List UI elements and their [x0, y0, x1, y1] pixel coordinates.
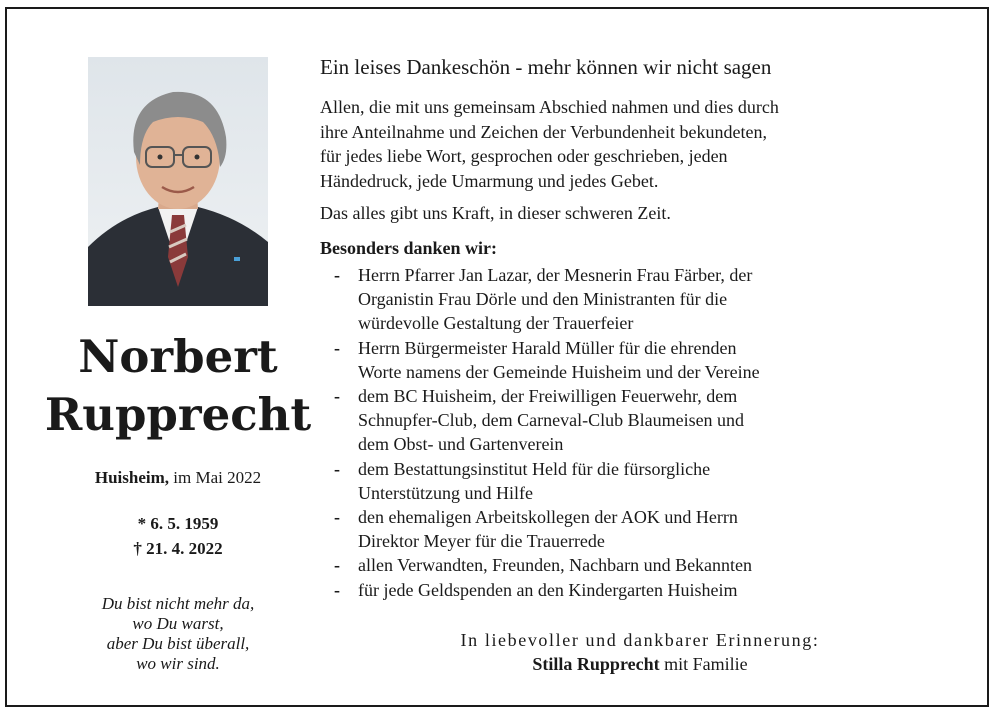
paragraph-line: für jedes liebe Wort, gesprochen oder geschrieben, jeden: [320, 146, 728, 166]
thanks-paragraph: [320, 95, 940, 193]
portrait-photo: [88, 57, 268, 306]
deceased-last-name: Rupprecht: [44, 388, 312, 441]
poem-line: aber Du bist überall,: [106, 634, 250, 653]
place-name: Huisheim,: [94, 468, 170, 487]
deceased-first-name: Norbert: [78, 330, 278, 383]
list-item: ‑ Herrn Bürgermeister Harald Müller für die ehrenden Worte namens der Gemeinde Huisheim und der Vereine: [334, 337, 760, 382]
poem-line: Du bist nicht mehr da,: [101, 594, 255, 613]
birth-date: * 6. 5. 1959: [137, 514, 219, 533]
signature-rest: mit Familie: [664, 654, 748, 674]
list-item: ‑ den ehemaligen Arbeitskollegen der AOK und Herrn Direktor Meyer für die Trauerrede: [334, 507, 738, 552]
paragraph-line: Händedruck, jede Umarmung und jedes Gebet.: [320, 170, 659, 191]
memorial-poem: [30, 594, 326, 674]
dash-bullet-icon: ‑: [334, 507, 340, 528]
dash-bullet-icon: ‑: [334, 555, 340, 576]
death-date: † 21. 4. 2022: [133, 539, 223, 558]
place-and-date: [30, 468, 326, 488]
paragraph-line: ihre Anteilnahme und Zeichen der Verbundenheit bekundeten,: [320, 121, 768, 142]
paragraph-line: Das alles gibt uns Kraft, in dieser schweren Zeit.: [320, 203, 671, 223]
dash-bullet-icon: ‑: [334, 386, 340, 407]
list-item: ‑ Herrn Pfarrer Jan Lazar, der Mesnerin Frau Färber, der Organistin Frau Dörle und den Ministranten für die würdevolle Gestaltung der Trauerfeier: [334, 265, 753, 334]
list-item: ‑ dem BC Huisheim, der Freiwilligen Feuerwehr, dem Schnupfer-Club, dem Carneval-Club Blaumeisen und dem Obst- und Gartenverein: [334, 386, 745, 455]
list-item: ‑ allen Verwandten, Freunden, Nachbarn und Bekannten: [330, 553, 930, 577]
signature-name: Stilla Rupprecht: [532, 654, 660, 674]
paragraph-line: Allen, die mit uns gemeinsam Abschied nahmen und dies durch: [320, 97, 779, 117]
signature: [340, 654, 940, 675]
poem-line: wo Du warst,: [132, 614, 224, 633]
notice-heading: Ein leises Dankeschön - mehr können wir nicht sagen: [320, 55, 772, 79]
dash-bullet-icon: ‑: [334, 579, 340, 600]
list-item: ‑ dem Bestattungsinstitut Held für die fürsorgliche Unterstützung und Hilfe: [334, 458, 711, 503]
closing-line: In liebevoller und dankbarer Erinnerung:: [460, 630, 820, 650]
list-item: ‑ für jede Geldspenden an den Kindergarten Huisheim: [330, 578, 930, 602]
poem-line: wo wir sind.: [136, 654, 220, 673]
date-text: im Mai 2022: [173, 468, 262, 487]
special-thanks-heading: Besonders danken wir:: [320, 238, 498, 258]
dash-bullet-icon: ‑: [334, 337, 340, 358]
strength-paragraph: [320, 201, 940, 226]
dash-bullet-icon: ‑: [334, 458, 340, 479]
dash-bullet-icon: ‑: [334, 265, 340, 285]
special-thanks-list: [330, 263, 930, 602]
